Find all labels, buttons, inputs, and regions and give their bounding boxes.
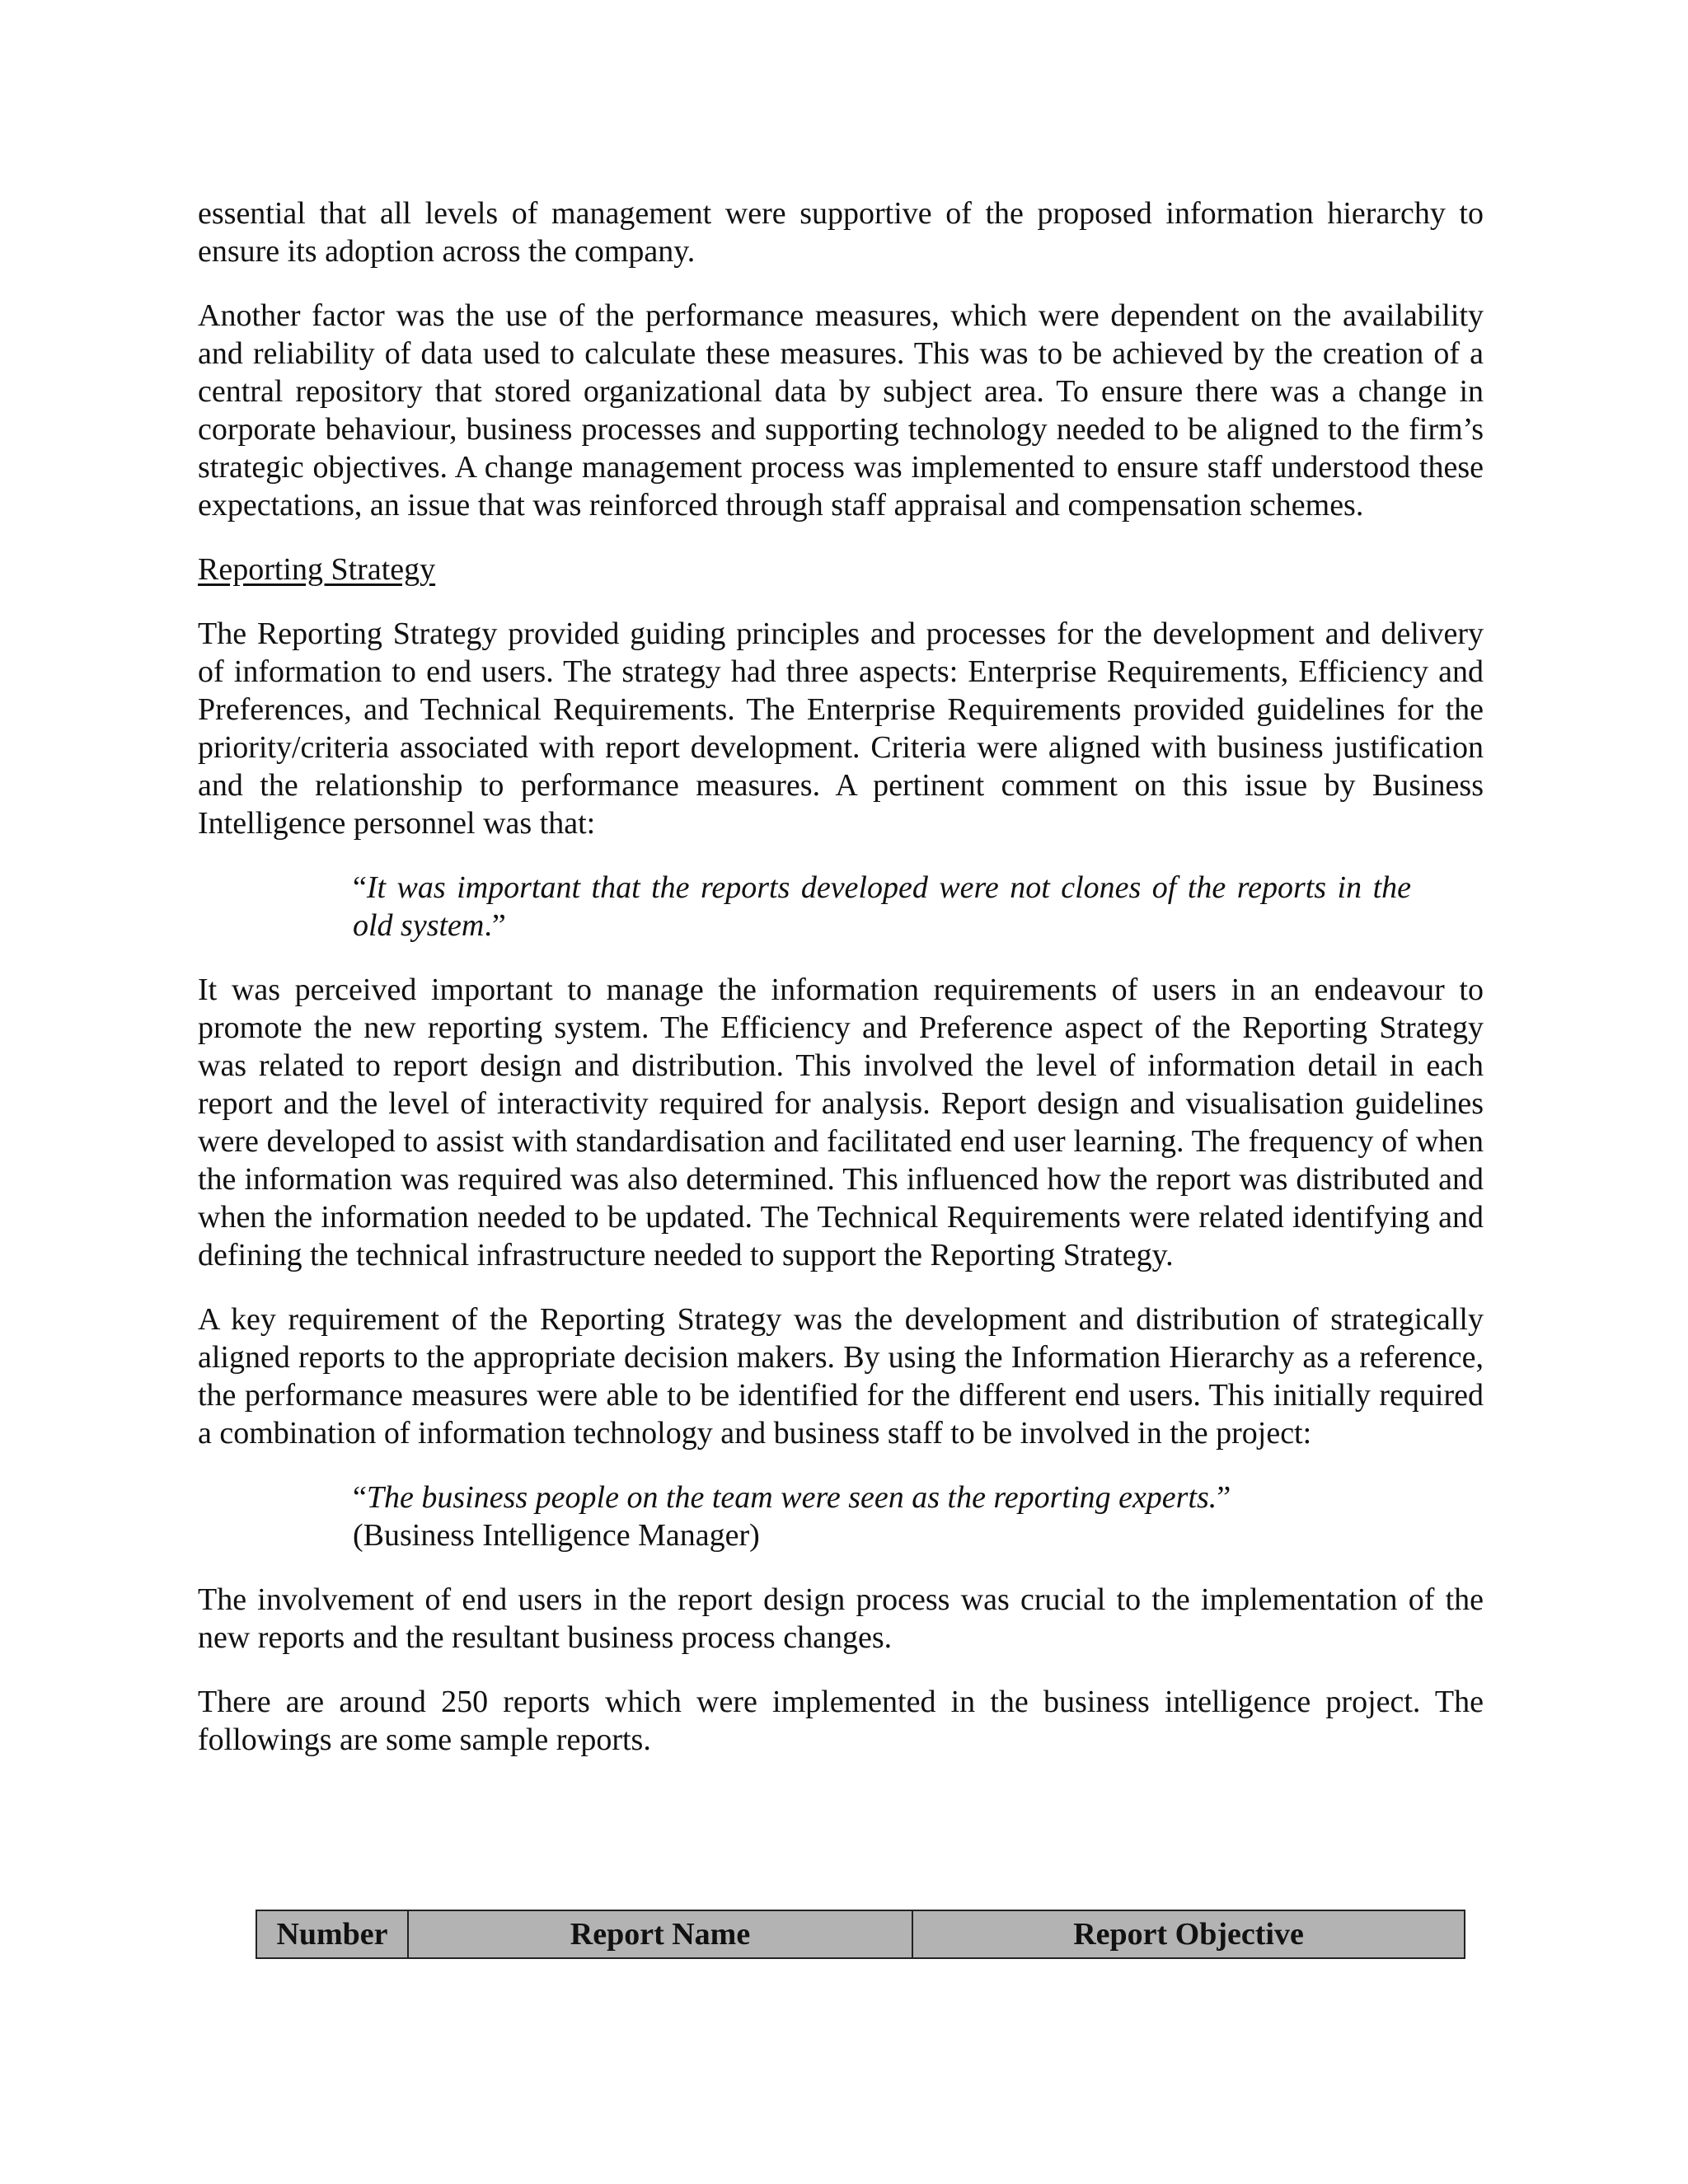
- table-header-row: [256, 1910, 1465, 1958]
- paragraph-7: There are around 250 reports which were implemented in the business intelligence project. The followings are some sample reports.: [198, 1685, 1484, 1757]
- header-report-objective: Report Objective: [912, 1910, 1465, 1958]
- reports-table: [256, 1910, 1465, 1959]
- quote-1-close: .”: [484, 908, 506, 943]
- header-report-name: Report Name: [408, 1910, 912, 1958]
- paragraph-3: The Reporting Strategy provided guiding principles and processes for the development and delivery of information to end users. The strategy had three aspects: Enterprise Requirements, Efficiency and Preferences, and Technical Requirements. The Enterprise Requirements provided guidelines for the priority/criteria associated with report development. Criteria were aligned with business justification and the relationship to performance measures. A pertinent comment on this issue by Business Intelligence personnel was that:: [198, 616, 1484, 841]
- quote-2-open: “: [353, 1480, 367, 1515]
- header-number: Number: [256, 1910, 408, 1958]
- quote-1-text: It was important that the reports developed were not clones of the reports in the old system: [353, 870, 1411, 943]
- quote-2: [353, 1479, 1411, 1554]
- quote-2-attribution: (Business Intelligence Manager): [353, 1518, 760, 1553]
- section-heading: Reporting Strategy: [198, 552, 436, 587]
- paragraph-2: Another factor was the use of the performance measures, which were dependent on the availability and reliability of data used to calculate these measures. This was to be achieved by the creation of a central repository that stored organizational data by subject area. To ensure there was a change in corporate behaviour, business processes and supporting technology needed to be aligned to the firm’s strategic objectives. A change management process was implemented to ensure staff understood these expectations, an issue that was reinforced through staff appraisal and compensation schemes.: [198, 298, 1484, 523]
- paragraph-6: The involvement of end users in the report design process was crucial to the implementation of the new reports and the resultant business process changes.: [198, 1582, 1484, 1655]
- quote-2-text: The business people on the team were seen as the reporting experts.: [366, 1480, 1217, 1515]
- quote-2-close: ”: [1217, 1480, 1231, 1515]
- paragraph-5: A key requirement of the Reporting Strategy was the development and distribution of strategically aligned reports to the appropriate decision makers. By using the Information Hierarchy as a reference, the performance measures were able to be identified for the different end users. This initially required a combination of information technology and business staff to be involved in the project:: [198, 1302, 1484, 1451]
- quote-1: [353, 869, 1411, 944]
- quote-1-open: “: [353, 870, 367, 905]
- document-page: [198, 194, 1484, 1759]
- paragraph-1: essential that all levels of management were supportive of the proposed information hierarchy to ensure its adoption across the company.: [198, 196, 1484, 269]
- paragraph-4: It was perceived important to manage the information requirements of users in an endeavour to promote the new reporting system. The Efficiency and Preference aspect of the Reporting Strategy was related to report design and distribution. This involved the level of information detail in each report and the level of interactivity required for analysis. Report design and visualisation guidelines were developed to assist with standardisation and facilitated end user learning. The frequency of when the information was required was also determined. This influenced how the report was distributed and when the information needed to be updated. The Technical Requirements were related identifying and defining the technical infrastructure needed to support the Reporting Strategy.: [198, 972, 1484, 1272]
